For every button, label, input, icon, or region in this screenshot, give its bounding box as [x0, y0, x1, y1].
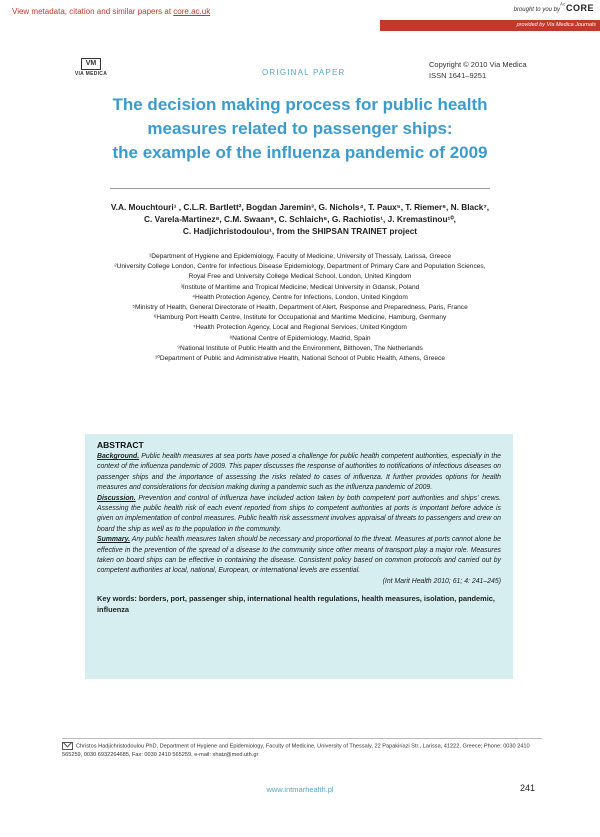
core-url[interactable]: core.ac.uk: [173, 7, 211, 16]
via-medica-logo-icon: VM: [81, 58, 101, 70]
abstract-box: [85, 434, 513, 679]
paper-title: [40, 93, 560, 165]
abstract-background: [97, 452, 501, 494]
abstract-citation: (Int Marit Health 2010; 61; 4: 241–245): [382, 577, 501, 585]
title-divider: [110, 188, 490, 189]
copyright-line: Copyright © 2010 Via Medica: [429, 60, 527, 69]
footnote-divider: [62, 738, 542, 739]
background-label: Background.: [97, 453, 140, 460]
core-prefix-text: View metadata, citation and similar papers at: [12, 7, 174, 16]
abstract-discussion: [97, 494, 501, 536]
core-logo[interactable]: [560, 3, 594, 13]
brought-by-text: brought to you by: [513, 7, 560, 13]
affiliation-line: ⁴Health Protection Agency, Centre for Infections, London, United Kingdom: [192, 293, 408, 301]
discussion-text: Prevention and control of influenza have included action taken by both competent port authorities and ships' crews. Assessing the public health risk of each event reported from ships to competent authorities at ports is important before advice is given on implementation of control measures. Public health risk assessment involves appraisal of threats to passengers and crew on board the ship as well as to the population in the community.: [97, 494, 501, 533]
summary-label: Summary.: [97, 536, 131, 544]
affiliation-line: Royal Free and University College Medical School, London, United Kingdom: [188, 273, 412, 281]
affiliation-line: ⁶Hamburg Port Health Centre, Institute for Occupational and Maritime Medicine, Hamburg, Germany: [153, 314, 447, 322]
title-line: the example of the influenza pandemic of 2009: [112, 143, 488, 162]
page-number: 241: [520, 783, 536, 793]
title-line: measures related to passenger ships:: [147, 119, 453, 138]
affiliation-line: ¹Department of Hygiene and Epidemiology, Faculty of Medicine, University of Thessaly, Larissa, Greece: [149, 253, 451, 260]
affiliation-line: ⁷Health Protection Agency, Local and Regional Services, United Kingdom: [193, 324, 407, 332]
core-logo-icon: ᴬᶜ: [560, 3, 566, 9]
title-line: The decision making process for public health: [112, 95, 488, 114]
core-banner: [0, 0, 600, 52]
authors-line: V.A. Mouchtouri¹ , C.L.R. Bartlett², Bogdan Jaremin³, G. Nichols⁴, T. Paux⁵, T. Riemer⁶, N. Black⁷,: [110, 202, 490, 212]
via-medica-logo: [70, 58, 112, 77]
issn-line: ISSN 1641–9251: [429, 71, 487, 80]
copyright-block: [429, 59, 527, 81]
section-label: ORIGINAL PAPER: [262, 68, 346, 77]
affiliation-line: ⁵Ministry of Health, General Directorate of Health, Department of Alert, Response and Preparedness, Paris, France: [132, 304, 468, 312]
logo-text: VIA MEDICA: [74, 71, 108, 77]
affiliation-line: ³Institute of Maritime and Tropical Medicine, Medical University in Gdansk, Poland: [180, 283, 420, 291]
affiliations-list: [40, 252, 560, 364]
affiliation-line: ⁹National Institute of Public Health and the Environment, Bilthoven, The Netherlands: [177, 344, 423, 352]
core-metadata-link[interactable]: [12, 7, 210, 16]
authors-line: C. Hadjichristodoulou¹, from the SHIPSAN TRAINET project: [182, 226, 418, 236]
correspondence-text: Christos Hadjichristodoulou PhD, Department of Hygiene and Epidemiology, Faculty of Medicine, University of Thessaly, 22 Papakiriazi Str., Larissa, 41222, Greece; Phone: 0030 2410 565259, 0030 6932264685, Fax: 0030 2410 565259, e-mail: xhatz@med.uth.gr: [62, 743, 530, 759]
affiliation-line: ²University College London, Centre for Infectious Disease Epidemiology, Department of Primary Care and Population Sciences,: [114, 263, 486, 271]
authors-list: [40, 201, 560, 237]
core-logo-text: CORE: [565, 3, 594, 13]
keywords: Key words: borders, port, passenger ship, international health regulations, health measures, isolation, pandemic, influenza: [97, 594, 495, 615]
affiliation-line: ¹⁰Department of Public and Administrative Health, National School of Public Health, Athens, Greece: [155, 355, 445, 363]
correspondence-footnote: [62, 742, 542, 760]
background-text: Public health measures at sea ports have posed a challenge for public health competent authorities, especially in the context of the influenza pandemic of 2009. This paper discusses the response of authorities to notifications of infectious diseases on passenger ships and the importance of assessing the risks related to cases of influenza. It further provides options for health measures and considerations for decision making during a pandemic such as the influenza pandemic of 2009.: [97, 453, 501, 492]
envelope-icon: [62, 742, 73, 750]
provided-by-banner[interactable]: provided by Via Medica Journals: [380, 20, 600, 31]
summary-text: Any public health measures taken should be necessary and proportional to the threat. Measures at ports cannot alone be effective in the prevention of the spread of a disease to the community since other means of transport play a major role. Measures taken on board ships can be effective in containing the disease. Consistent policy based on common protocols and carried out by competent authorities at local, national, European, or international levels are essential.: [97, 536, 501, 575]
abstract-heading: ABSTRACT: [97, 440, 144, 450]
affiliation-line: ⁸National Centre of Epidemiology, Madrid, Spain: [229, 334, 371, 342]
authors-line: C. Varela-Martinez⁸, C.M. Swaan⁹, C. Schlaich⁶, G. Rachiotis¹, J. Kremastinou¹⁰,: [144, 214, 456, 224]
abstract-summary: [97, 535, 501, 577]
journal-website[interactable]: www.intmarhealth.pl: [266, 785, 334, 794]
discussion-label: Discussion.: [97, 494, 136, 502]
